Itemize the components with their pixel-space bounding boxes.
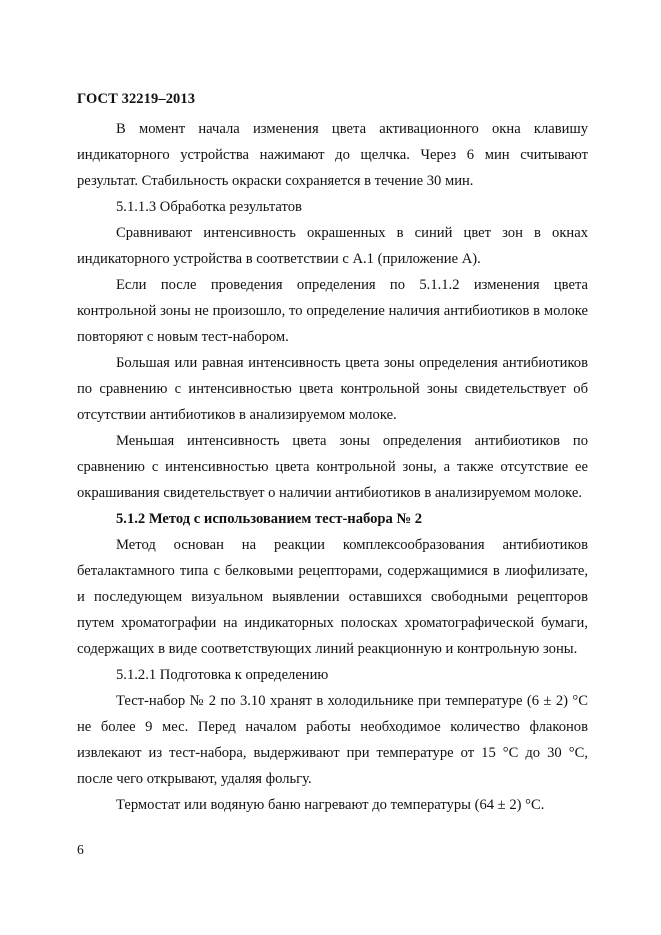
page-number: 6 [77, 842, 84, 857]
paragraph-color-change: В момент начала изменения цвета активационного окна клавишу индикаторного устройства нажимают до щелчка. Через 6 мин считывают результат. Стабильность окраски сохраняется в течение 30 мин. [77, 121, 588, 189]
document-body [77, 116, 588, 818]
section-heading-5-1-1-3: 5.1.1.3 Обработка результатов [116, 199, 302, 215]
section-heading-5-1-2-1: 5.1.2.1 Подготовка к определению [116, 667, 329, 683]
paragraph-repeat-test: Если после проведения определения по 5.1.1.2 изменения цвета контрольной зоны не произошло, то определение наличия антибиотиков в молоке повторяют с новым тест-набором. [77, 277, 588, 345]
paragraph-storage: Тест-набор № 2 по 3.10 хранят в холодильнике при температуре (6 ± 2) °С не более 9 мес. Перед началом работы необходимое количество флаконов извлекают из тест-набора, выдерживают при температуре от 15 °С до 30 °С, после чего открывают, удаляя фольгу. [77, 693, 588, 787]
paragraph-compare-intensity: Сравнивают интенсивность окрашенных в синий цвет зон в окнах индикаторного устройства в соответствии с А.1 (приложение А). [77, 225, 588, 267]
paragraph-absence-result: Большая или равная интенсивность цвета зоны определения антибиотиков по сравнению с интенсивностью цвета контрольной зоны свидетельствует об отсутствии антибиотиков в анализируемом молоке. [77, 355, 588, 423]
section-heading-5-1-2: 5.1.2 Метод с использованием тест-набора № 2 [116, 511, 423, 527]
paragraph-presence-result: Меньшая интенсивность цвета зоны определения антибиотиков по сравнению с интенсивностью цвета контрольной зоны, а также отсутствие ее окрашивания свидетельствует о наличии антибиотиков в анализируемом молоке. [77, 433, 588, 501]
paragraph-method-description: Метод основан на реакции комплексообразования антибиотиков беталактамного типа с белковыми рецепторами, содержащимися в лиофилизате, и последующем визуальном выявлении оставшихся свободными рецепторов путем хроматографии на индикаторных полосках хроматографической бумаги, содержащих в виде соответствующих линий реакционную и контрольную зоны. [77, 537, 588, 657]
paragraph-thermostat: Термостат или водяную баню нагревают до температуры (64 ± 2) °С. [116, 797, 545, 813]
standard-code-header: ГОСТ 32219–2013 [77, 91, 196, 107]
